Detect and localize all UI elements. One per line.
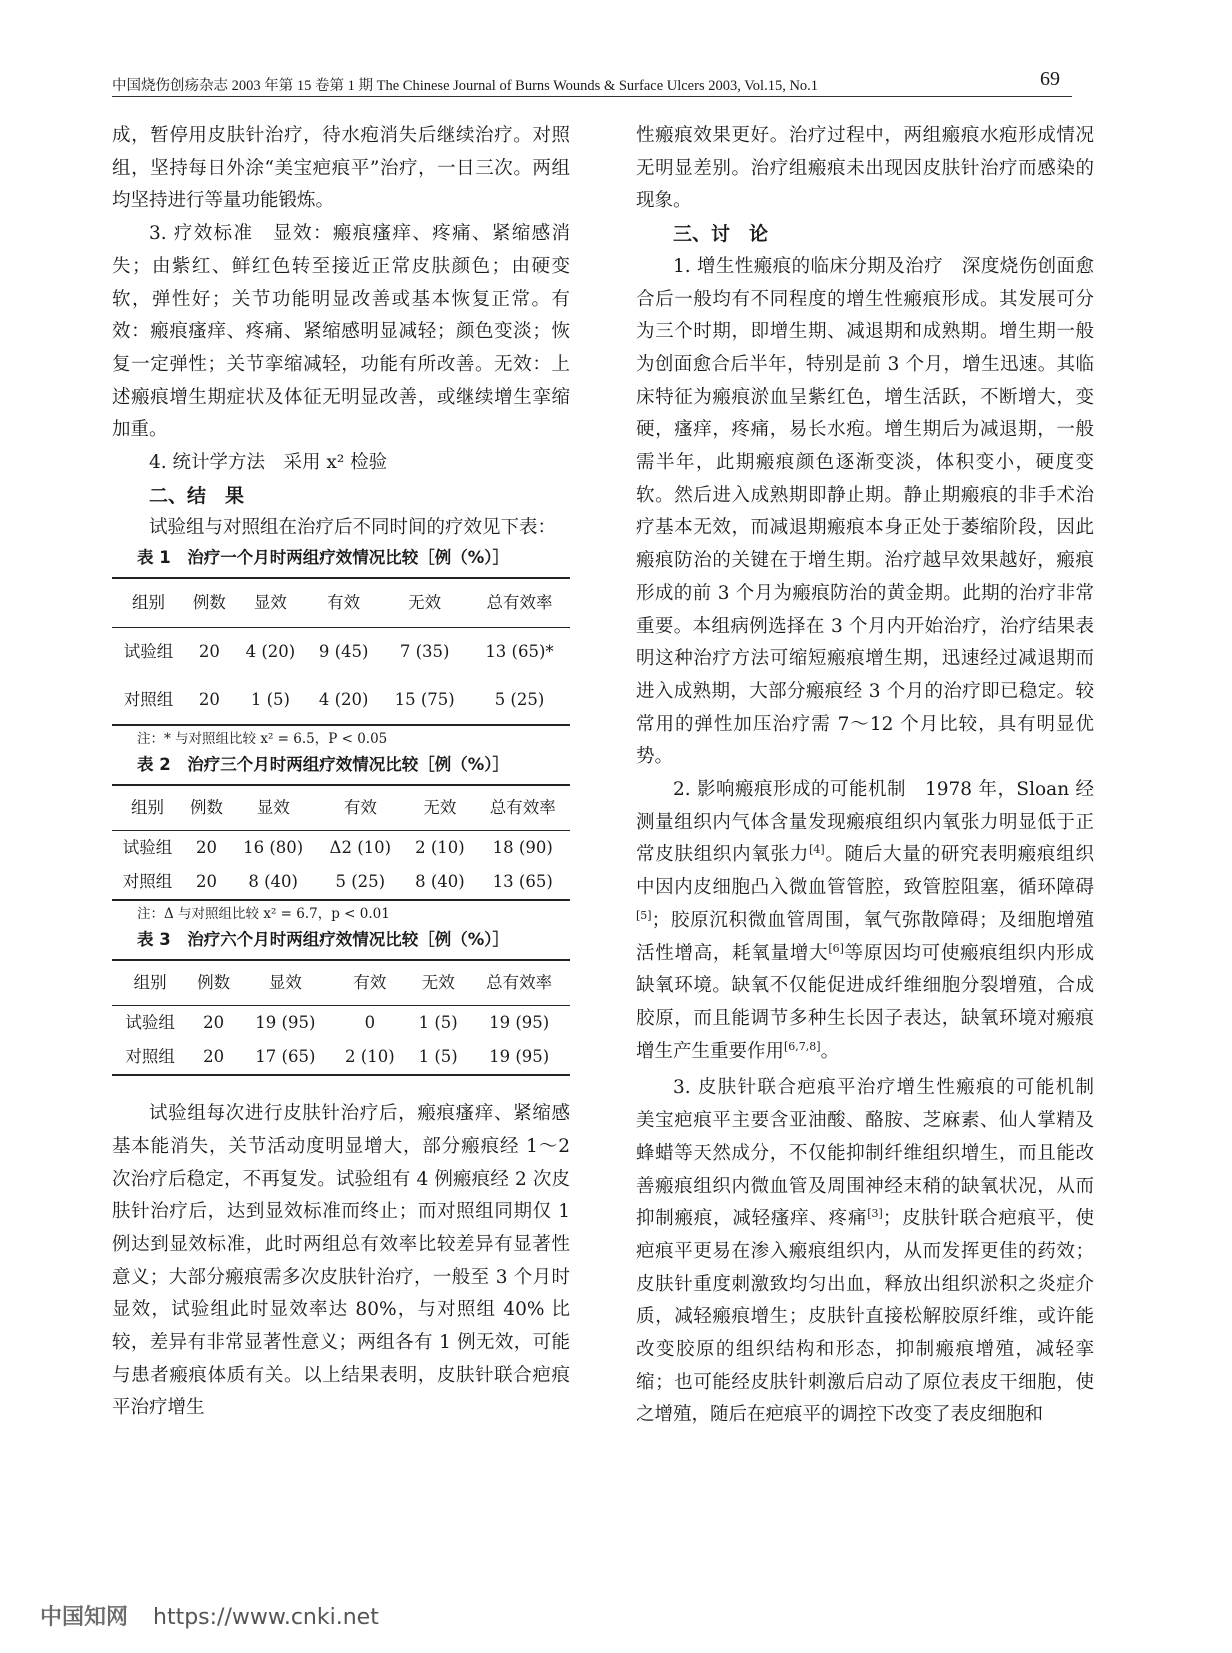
table-cell: 对照组 (123, 689, 174, 709)
text-span: 等原因均可使瘢痕组织内形成缺氧环境。缺氧不仅能促进成纤维细胞分裂增殖，合成胶原，而且能调节多种生长因子表达，缺氧环境对瘢痕增生产生重要作用 (636, 942, 1094, 1062)
col-header: 组别 (112, 578, 185, 628)
paragraph-combined-therapy (636, 1072, 1113, 1432)
table-cell: 17 (65) (255, 1046, 316, 1066)
table-cell: 20 (198, 689, 220, 709)
table-cell: 19 (95) (255, 1012, 316, 1032)
text-span: 。随后大量的研究表明瘢痕组织中因内皮细胞凸入微血管管腔，致管腔阻塞，循环障碍 (636, 844, 1094, 899)
table-cell: 试验组 (122, 837, 173, 857)
table-cell: 4 (20) (245, 641, 296, 661)
col-header: 总有效率 (469, 578, 570, 628)
col-header: 有效 (332, 960, 408, 1006)
cnki-logo: 中国知网 (40, 1605, 129, 1630)
table-cell: 对照组 (122, 871, 173, 891)
table-1 (112, 577, 570, 726)
col-header: 组别 (112, 785, 183, 831)
table-cell: 9 (45) (318, 641, 369, 661)
right-column (636, 120, 1113, 1432)
col-header: 无效 (408, 960, 468, 1006)
table-cell: 4 (20) (318, 689, 369, 709)
paragraph-results-detail: 试验组每次进行皮肤针治疗后，瘢痕瘙痒、紧缩感基本能消失，关节活动度明显增大，部分瘢痕经 1～2 次治疗后稳定，不再复发。试验组有 4 例瘢痕经 2 次皮肤针治疗后，达到显效标准而终止；而对照组同期仅 1 例达到显效标准，此时两组总有效率比较差异有显著性意义；大部分瘢痕需多次皮肤针治疗，一般至 3 个月时显效，试验组此时显效率达 80%，与对照组 40% 比较，差异有非常显著性意义；两组各有 1 例无效，可能与患者瘢痕体质有关。以上结果表明，皮肤针联合疤痕平治疗增生 (112, 1103, 570, 1419)
table-cell: 1 (5) (250, 689, 290, 709)
table-cell: 16 (80) (243, 837, 304, 857)
table-2-note: 注：Δ 与对照组比较 x² = 6.7，p < 0.01 (137, 906, 390, 923)
col-header: 例数 (183, 785, 230, 831)
citation: [5] (636, 908, 652, 922)
citation: [4] (809, 843, 825, 857)
cnki-url: https://www.cnki.net (153, 1605, 379, 1630)
table-cell: 2 (10) (415, 837, 465, 857)
table-cell: 1 (5) (418, 1046, 458, 1066)
table-cell: 18 (90) (492, 837, 553, 857)
col-header: 显效 (230, 785, 316, 831)
col-header: 无效 (404, 785, 475, 831)
running-header (112, 66, 1072, 97)
col-header: 总有效率 (468, 960, 570, 1006)
paragraph-staging: 1. 增生性瘢痕的临床分期及治疗 深度烧伤创面愈合后一般均有不同程度的增生性瘢痕形成。其发展可分为三个时期，即增生期、减退期和成熟期。增生期一般为创面愈合后半年，特别是前 3 个月，增生迅速。其临床特征为瘢痕淤血呈紫红色，增生活跃，不断增大，变硬，瘙痒，疼痛，易长水疱。增生期后为减退期，一般需半年，此期瘢痕颜色逐渐变淡，体积变小，硬度变软。然后进入成熟期即静止期。静止期瘢痕的非手术治疗基本无效，而减退期瘢痕本身正处于萎缩阶段，因此瘢痕防治的关键在于增生期。治疗越早效果越好，瘢痕形成的前 3 个月为瘢痕防治的黄金期。此期的治疗非常重要。本组病例选择在 3 个月内开始治疗，治疗结果表明这种治疗方法可缩短瘢痕增生期，迅速经过减退期而进入成熟期，大部分瘢痕经 3 个月的治疗即已稳定。较常用的弹性加压治疗需 7～12 个月比较，具有明显优势。 (636, 255, 1094, 768)
table-row (112, 676, 570, 725)
table-cell: 1 (5) (418, 1012, 458, 1032)
table-row (112, 865, 570, 900)
table-cell: 7 (35) (399, 641, 450, 661)
table-row (112, 831, 570, 866)
text-span: 3. 皮肤针联合疤痕平治疗增生性瘢痕的可能机制 美宝疤痕平主要含亚油酸、酪胺、芝麻素、仙人掌精及蜂蜡等天然成分，不仅能抑制纤维组织增生，而且能改善瘢痕组织内微血管及周围神经末稍的缺氧状况，从而抑制瘢痕，减轻瘙痒、疼痛 (636, 1077, 1113, 1230)
table-cell: Δ2 (10) (329, 837, 392, 857)
table-cell: 20 (203, 1012, 225, 1032)
table-3-caption: 表 3 治疗六个月时两组疗效情况比较［例（%）］ (137, 930, 510, 950)
table-cell: 19 (95) (489, 1012, 550, 1032)
table-2 (112, 784, 570, 901)
table-cell: 5 (25) (335, 871, 386, 891)
table-cell: 20 (198, 641, 220, 661)
table-row (112, 628, 570, 677)
paragraph: 成，暂停用皮肤针治疗，待水疱消失后继续治疗。对照组，坚持每日外涂“美宝疤痕平”治疗，一日三次。两组均坚持进行等量功能锻炼。 (112, 125, 570, 212)
table-cell: 8 (40) (248, 871, 298, 891)
table-cell: 试验组 (125, 1012, 175, 1032)
text-span: ；胶原沉积微血管周围，氧气弥散障碍；及细胞增殖活性增高，耗氧量增大 (636, 909, 1094, 964)
text-span: 2. 影响瘢痕形成的可能机制 1978 年，Sloan 经测量组织内气体含量发现瘢痕组织内氧张力明显低于正常皮肤组织内氧张力 (636, 779, 1094, 866)
table-cell: 对照组 (125, 1046, 175, 1066)
table-1-caption: 表 1 治疗一个月时两组疗效情况比较［例（%）］ (137, 548, 510, 568)
paragraph-results-intro: 试验组与对照组在治疗后不同时间的疗效见下表： (149, 517, 557, 539)
citation: [6,7,8] (784, 1039, 821, 1053)
paragraph-statistics: 4. 统计学方法 采用 x² 检验 (149, 452, 388, 474)
paragraph-criteria: 3. 疗效标准 显效：瘢痕瘙痒、疼痛、紧缩感消失；由紫红、鲜红色转至接近正常皮肤颜色；由硬变软，弹性好；关节功能明显改善或基本恢复正常。有效：瘢痕瘙痒、疼痛、紧缩感明显减轻；颜色变淡；恢复一定弹性；关节挛缩减轻，功能有所改善。无效：上述瘢痕增生期症状及体征无明显改善，或继续增生挛缩加重。 (112, 223, 570, 441)
citation: [6] (828, 941, 844, 955)
text-span: ；皮肤针联合疤痕平，使疤痕平更易在渗入瘢痕组织内，从而发挥更佳的药效；皮肤针重度刺激致均匀出血，释放出组织淤积之炎症介质，减轻瘢痕增生；皮肤针直接松解胶原纤维，或许能改变胶原的组织结构和形态，抑制瘢痕增殖，减轻挛缩；也可能经皮肤针刺激后启动了原位表皮干细胞，使之增殖，随后在疤痕平的调控下改变了表皮细胞和 (636, 1208, 1094, 1426)
col-header: 显效 (234, 578, 307, 628)
paragraph: 性瘢痕效果更好。治疗过程中，两组瘢痕水疱形成情况无明显差别。治疗组瘢痕未出现因皮肤针治疗而感染的现象。 (636, 125, 1094, 212)
left-column (112, 120, 570, 1425)
col-header: 例数 (188, 960, 239, 1006)
table-row (112, 1040, 570, 1075)
table-cell: 试验组 (123, 641, 174, 661)
table-cell: 8 (40) (415, 871, 465, 891)
section-heading-results: 二、结 果 (149, 484, 245, 507)
table-cell: 19 (95) (489, 1046, 550, 1066)
col-header: 无效 (380, 578, 469, 628)
table-cell: 2 (10) (345, 1046, 395, 1066)
col-header: 总有效率 (475, 785, 570, 831)
page-number: 69 (1040, 68, 1060, 90)
col-header: 显效 (239, 960, 332, 1006)
journal-header: 中国烧伤创疡杂志 2003 年第 15 卷第 1 期 The Chinese Journal of Burns Wounds & Surface Ulcers 2003, Vol.15, No.1 (112, 78, 819, 94)
table-cell: 20 (203, 1046, 225, 1066)
table-2-caption: 表 2 治疗三个月时两组疗效情况比较［例（%）］ (137, 755, 510, 775)
watermark-footer (40, 1600, 379, 1631)
paragraph-mechanism (636, 774, 1094, 1068)
col-header: 组别 (112, 960, 188, 1006)
table-cell: 15 (75) (394, 689, 455, 709)
table-cell: 20 (196, 871, 218, 891)
col-header: 有效 (307, 578, 380, 628)
table-1-note: 注：* 与对照组比较 x² = 6.5，P < 0.05 (137, 731, 388, 748)
table-cell: 5 (25) (494, 689, 545, 709)
table-row (112, 1006, 570, 1041)
table-cell: 0 (364, 1012, 376, 1032)
col-header: 有效 (316, 785, 404, 831)
citation: [3] (867, 1207, 883, 1221)
table-cell: 13 (65)* (485, 641, 554, 661)
table-cell: 13 (65) (492, 871, 553, 891)
table-cell: 20 (196, 837, 218, 857)
text-span: 。 (820, 1040, 840, 1062)
table-3 (112, 959, 570, 1076)
col-header: 例数 (185, 578, 234, 628)
section-heading-discussion: 三、讨 论 (673, 223, 769, 246)
